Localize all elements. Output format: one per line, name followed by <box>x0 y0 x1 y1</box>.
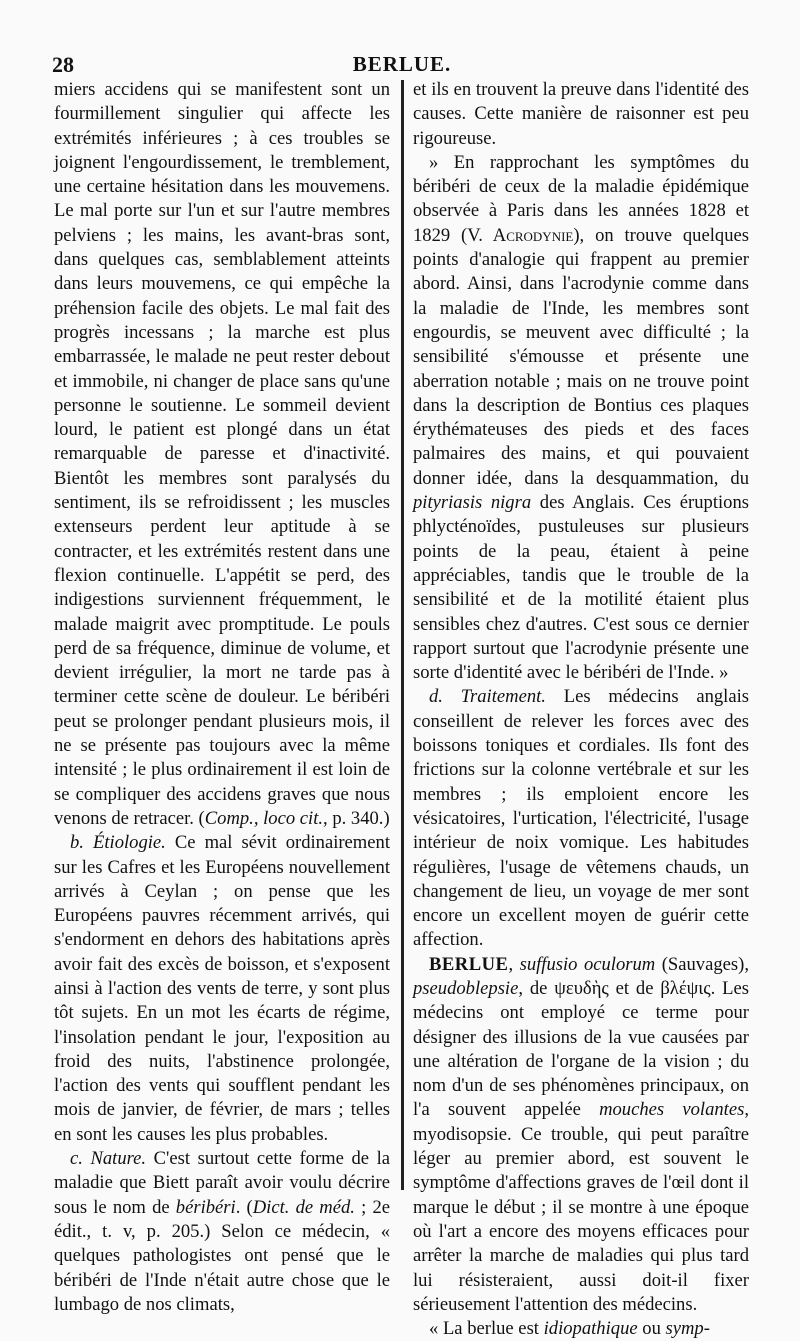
entry-headword: BERLUE <box>429 953 509 975</box>
paragraph-nature: c. Nature. C'est surtout cette forme de la maladie que Biett paraît avoir voulu décrire sous le nom de béribéri. (Dict. de méd. ; 2e édit., t. v, p. 205.) Selon ce médecin, « quelques pathologistes ont pensé que le béribéri de l'Inde n'était autre chose que le lumbago de nos climats, <box>54 1148 391 1315</box>
section-label-nature: c. Nature. <box>70 1148 147 1170</box>
paragraph-symptoms: miers accidens qui se manifestent sont un fourmillement singulier qui affecte les extrémités inférieures ; à ces troubles se joignent l'engourdissement, le tremblement, une certaine hésitation dans les mouvemens. Le mal porte sur l'un et sur l'autre membres pelviens ; les mains, les avant-bras sont, dans quelques cas, semblablement atteints dans leurs mouvemens, ce qui empêche la préhension facile des objets. Le mal fait des progrès incessans ; la marche est plus embarrassée, le malade ne peut rester debout et immobile, ni changer de place sans qu'une personne le soutienne. Le sommeil devient lourd, le patient est plongé dans un état remarquable de paresse et d'inactivité. Bientôt les membres sont paralysés du sentiment, ils se refroidissent ; les muscles extenseurs perdent leur aptitude à se contracter, et les extrémités restent dans une flexion continuelle. L'appétit se perd, des indigestions surviennent fréquemment, le malade maigrit avec promptitude. Le pouls perd de sa fréquence, diminue de volume, et devient irrégulier, la mort ne tarde pas à terminer cette scène de douleur. Le béribéri peut se prolonger pendant plusieurs mois, il ne se présente pas toujours avec la même intensité ; le plus ordinairement il est loin de se compliquer des accidens graves que nous venons de retracer. (Comp., loco cit., p. 340.) <box>54 79 390 829</box>
paragraph-treatment: d. Traitement. Les médecins anglais conseillent de relever les forces avec des boissons toniques et cordiales. Ils font des frictions sur la colonne vertébrale et sur les membres ; ils emploient encore les vésicatoires, l'urtication, l'électricité, l'usage intérieur de noix vomique. Les habitudes régulières, l'usage de vêtemens chauds, un changement de lieu, un voyage de mer sont encore un excellent moyen de guérir cette affection. <box>413 686 749 951</box>
section-label-etiology: b. Étiologie. <box>70 832 166 854</box>
paragraph-berlue-entry: BERLUE, suffusio oculorum (Sauvages), pseudoblepsie, de ψευδὴς et de βλέψις. Les médecins ont employé ce terme pour désigner des illusions de la vue causées par une altération de l'organe de la vision ; du nom d'un de ses phénomènes principaux, on l'a souvent appelée mouches volantes, myodisopsie. Ce trouble, qui peut paraître léger au premier abord, est souvent le symptôme d'affections graves de l'œil dont il marque le début ; il se montre à une époque où l'art a encore des moyens efficaces pour arrêter la marche de maladies qui plus tard lui résisteraient, aussi doit-il fixer sérieusement l'attention des médecins. <box>413 953 749 1315</box>
right-column <box>413 78 749 1341</box>
page-number: 28 <box>52 52 74 77</box>
section-label-treatment: d. Traitement. <box>429 686 546 708</box>
column-divider <box>401 80 404 1190</box>
paragraph-acrodynie: » En rapprochant les symptômes du béribéri de ceux de la maladie épidémique observée à Paris dans les années 1828 et 1829 (V. Acrodynie), on trouve quelques points d'analogie qui frappent au premier abord. Ainsi, dans l'acrodynie comme dans la maladie de l'Inde, les membres sont engourdis, se meuvent avec difficulté ; la sensibilité s'émousse et présente une aberration notable ; mais on ne trouve point dans la description de Bontius ces plaques érythémateuses des pieds et des faces palmaires des mains, et qui pouvaient donner idée, dans la desquammation, du pityriasis nigra des Anglais. Ces éruptions phlycténoïdes, pustuleuses sur plusieurs points de la peau, étaient à peine appréciables, tandis que le trouble de la sensibilité et de la motilité étaient plus sensibles chez d'autres. C'est sous ce dernier rapport surtout que l'acrodynie présente une sorte d'identité avec le béribéri de l'Inde. » <box>413 151 749 684</box>
cross-reference: V. Acrodynie <box>467 224 574 246</box>
paragraph-berlue-types: « La berlue est idiopathique ou symp- <box>429 1318 710 1340</box>
running-title: BERLUE. <box>352 52 452 76</box>
paragraph-etiology: b. Étiologie. Ce mal sévit ordinairement sur les Cafres et les Européens nouvellement arrivés à Ceylan ; on pense que les Européens pauvres récemment arrivés, qui s'endorment en dehors des habitations après avoir fait des excès de boisson, et s'exposent ainsi à l'action des vents de terre, y sont plus tôt sujets. En un mot les écarts de régime, l'insolation pendant le jour, l'exposition au froid des nuits, l'abstinence prolongée, l'action des vents qui soufflent pendant les mois de janvier, de février, de mars ; telles en sont les causes les plus probables. <box>54 832 390 1145</box>
left-column <box>54 78 390 1317</box>
paragraph-continuation: et ils en trouvent la preuve dans l'identité des causes. Cette manière de raisonner est peu rigoureuse. <box>413 79 749 149</box>
